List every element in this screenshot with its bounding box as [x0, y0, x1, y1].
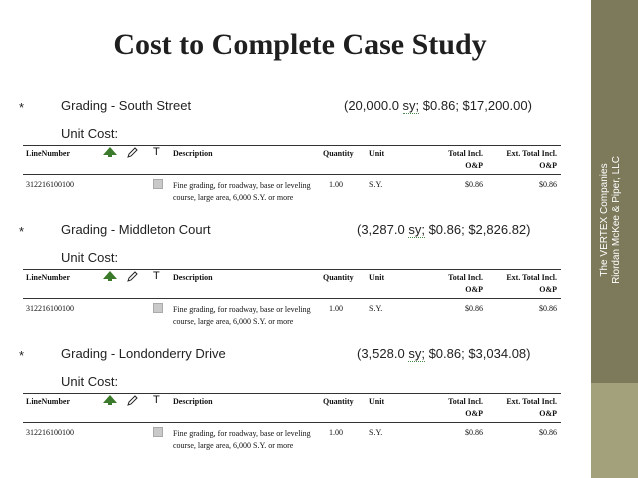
- cell-description: Fine grading, for roadway, base or leveling course, large area, 6,000 S.Y. or more: [173, 305, 311, 326]
- bullet: *: [19, 100, 25, 115]
- summary-cost: $0.86; $2,826.82): [424, 222, 531, 237]
- col-header-line-number: LineNumber: [26, 149, 70, 158]
- cell-unit: S.Y.: [369, 428, 383, 437]
- col-header-line-number: LineNumber: [26, 273, 70, 282]
- cell-total: $0.86: [465, 180, 483, 189]
- summary-unit: sy;: [408, 222, 425, 237]
- col-header-description: Description: [173, 273, 213, 282]
- col-header-ext-op: O&P: [539, 161, 557, 170]
- section-title: Grading - Londonderry Drive: [61, 346, 226, 361]
- cell-line-number: 312216100100: [26, 428, 74, 437]
- unit-cost-label: Unit Cost:: [61, 250, 119, 265]
- cell-quantity: 1.00: [329, 428, 343, 437]
- table-row: [23, 423, 561, 457]
- sidebar-company-line1: The VERTEX Companies: [599, 163, 610, 277]
- unit-cost-label: Unit Cost:: [61, 374, 119, 389]
- col-header-quantity: Quantity: [323, 397, 354, 406]
- cell-total: $0.86: [465, 304, 483, 313]
- cell-ext-total: $0.86: [539, 180, 557, 189]
- pencil-icon: [127, 395, 138, 406]
- col-header-ext-op: O&P: [539, 285, 557, 294]
- bullet: *: [19, 224, 25, 239]
- cell-quantity: 1.00: [329, 304, 343, 313]
- row-checkbox-icon: [153, 427, 163, 437]
- slide-title: Cost to Complete Case Study: [113, 28, 487, 61]
- col-header-total: Total Incl.: [448, 397, 483, 406]
- col-header-total-op: O&P: [465, 409, 483, 418]
- bullet: *: [19, 348, 25, 363]
- pencil-icon: [127, 271, 138, 282]
- cost-table: [23, 393, 561, 457]
- cell-line-number: 312216100100: [26, 180, 74, 189]
- cell-line-number: 312216100100: [26, 304, 74, 313]
- col-header-ext-total: Ext. Total Incl.: [506, 149, 557, 158]
- document-image: [11, 93, 575, 461]
- section-title: Grading - Middleton Court: [61, 222, 211, 237]
- cell-unit: S.Y.: [369, 304, 383, 313]
- col-header-description: Description: [173, 397, 213, 406]
- sidebar-company-line2: Riordan McKee & Piper, LLC: [611, 156, 622, 284]
- cell-description: Fine grading, for roadway, base or leveling course, large area, 6,000 S.Y. or more: [173, 181, 311, 202]
- cell-ext-total: $0.86: [539, 428, 557, 437]
- summary-quantity: (3,287.0: [357, 222, 409, 237]
- sidebar-band-accent: [591, 383, 638, 478]
- col-header-total: Total Incl.: [448, 273, 483, 282]
- summary-quantity: (3,528.0: [357, 346, 409, 361]
- table-header: [23, 269, 561, 299]
- col-header-quantity: Quantity: [323, 273, 354, 282]
- col-header-description: Description: [173, 149, 213, 158]
- pencil-icon: [127, 147, 138, 158]
- col-header-total-op: O&P: [465, 161, 483, 170]
- table-header: [23, 145, 561, 175]
- col-header-total-op: O&P: [465, 285, 483, 294]
- col-header-unit: Unit: [369, 273, 385, 282]
- cell-total: $0.86: [465, 428, 483, 437]
- summary-quantity: (20,000.0: [344, 98, 403, 113]
- col-header-line-number: LineNumber: [26, 397, 70, 406]
- cell-unit: S.Y.: [369, 180, 383, 189]
- section-summary: [344, 98, 532, 113]
- col-header-ext-op: O&P: [539, 409, 557, 418]
- cell-description: Fine grading, for roadway, base or leveling course, large area, 6,000 S.Y. or more: [173, 429, 311, 450]
- row-checkbox-icon: [153, 303, 163, 313]
- col-header-total: Total Incl.: [448, 149, 483, 158]
- col-header-quantity: Quantity: [323, 149, 354, 158]
- text-icon: T: [153, 394, 160, 406]
- section-summary: [357, 346, 530, 361]
- col-header-ext-total: Ext. Total Incl.: [506, 397, 557, 406]
- summary-unit: sy;: [402, 98, 420, 113]
- table-header: [23, 393, 561, 423]
- text-icon: T: [153, 270, 160, 282]
- cost-table: [23, 145, 561, 209]
- table-row: [23, 299, 561, 333]
- table-row: [23, 175, 561, 209]
- cost-table: [23, 269, 561, 333]
- summary-cost: $0.86; $3,034.08): [424, 346, 531, 361]
- arrow-up-icon: [103, 271, 117, 281]
- col-header-unit: Unit: [369, 397, 385, 406]
- col-header-unit: Unit: [369, 149, 385, 158]
- section-summary: [357, 222, 530, 237]
- text-icon: T: [153, 146, 160, 158]
- section-title: Grading - South Street: [61, 98, 192, 113]
- summary-cost: $0.86; $17,200.00): [419, 98, 532, 113]
- row-checkbox-icon: [153, 179, 163, 189]
- arrow-up-icon: [103, 147, 117, 157]
- cell-ext-total: $0.86: [539, 304, 557, 313]
- summary-unit: sy;: [408, 346, 425, 361]
- cell-quantity: 1.00: [329, 180, 343, 189]
- col-header-ext-total: Ext. Total Incl.: [506, 273, 557, 282]
- unit-cost-label: Unit Cost:: [61, 126, 119, 141]
- arrow-up-icon: [103, 395, 117, 405]
